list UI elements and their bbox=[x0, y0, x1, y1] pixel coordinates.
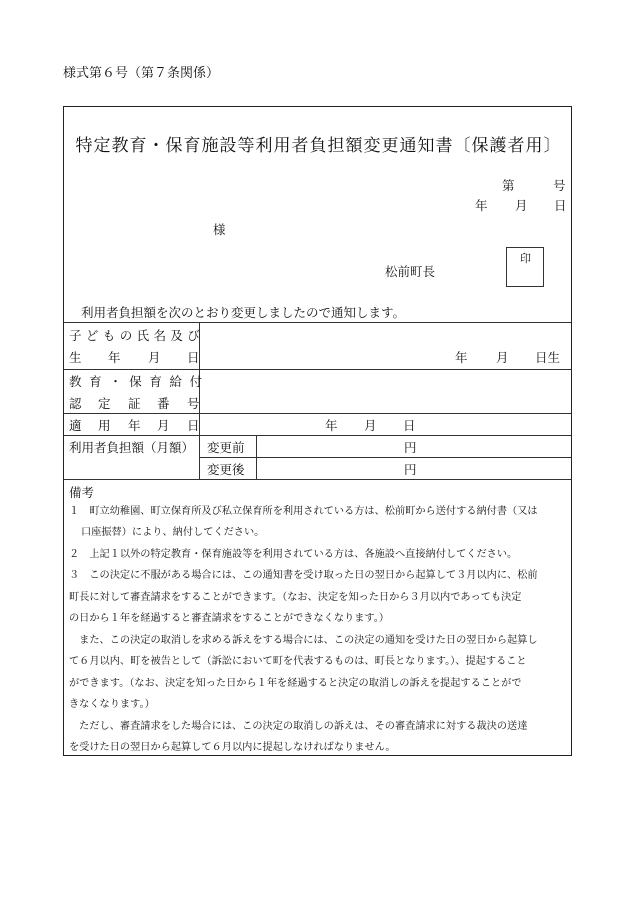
remark-line-7: また、この決定の取消しを求める訴えをする場合には、この決定の通知を受けた日の翌日から起算し bbox=[69, 635, 538, 646]
issuer-mayor: 松前町長 bbox=[385, 264, 436, 279]
certificate-label-nin: 認 bbox=[69, 396, 82, 411]
remark-line-4: ３ この決定に不服がある場合には、この通知書を受け取った日の翌日から起算して３月以内に、松前 bbox=[69, 570, 538, 581]
document-title: 特定教育・保育施設等利用者負担額変更通知書〔保護者用〕 bbox=[75, 136, 562, 156]
number-dai: 第 bbox=[502, 178, 515, 193]
date-day-label: 日 bbox=[554, 198, 567, 213]
apply-label-teki: 適 bbox=[69, 418, 82, 433]
apply-label-yo: 用 bbox=[98, 418, 111, 433]
remark-line-12: を受けた日の翌日から起算して６月以内に提起しなければなりません。 bbox=[69, 742, 396, 753]
apply-label-gatsu: 月 bbox=[157, 418, 170, 433]
certificate-label-ban: 番 bbox=[157, 396, 170, 411]
certificate-label-go: 号 bbox=[187, 396, 200, 411]
birth-year: 年 bbox=[455, 350, 468, 365]
birthdate-label-nen: 年 bbox=[108, 350, 121, 365]
intro-text: 利用者負担額を次のとおり変更しましたので通知します。 bbox=[81, 305, 406, 320]
certificate-label-tei: 定 bbox=[98, 396, 111, 411]
remark-line-10: きなくなります。） bbox=[69, 699, 155, 710]
remark-line-8: て６月以内、町を被告として（訴訟において町を代表するものは、町長となります。）、提起すること bbox=[69, 656, 527, 667]
after-change-label: 変更後 bbox=[207, 462, 245, 477]
seal-box bbox=[506, 247, 544, 287]
seal-mark: 印 bbox=[520, 252, 531, 265]
birth-day: 日生 bbox=[535, 350, 561, 365]
birthdate-label-sei: 生 bbox=[69, 350, 82, 365]
remark-line-9: ができます。（なお、決定を知った日から１年を経過すると決定の取消しの訴えを提起することがで bbox=[69, 678, 522, 689]
before-change-label: 変更前 bbox=[207, 440, 245, 455]
date-month-label: 月 bbox=[515, 198, 528, 213]
certificate-label-top: 教育・保育給付 bbox=[69, 374, 210, 389]
certificate-label-sho: 証 bbox=[128, 396, 141, 411]
notice-form bbox=[63, 106, 572, 756]
child-name-label: 子どもの氏名及び bbox=[69, 328, 205, 343]
burden-amount-label: 利用者負担額（月額） bbox=[69, 440, 195, 455]
apply-year: 年 bbox=[325, 418, 338, 433]
date-year-label: 年 bbox=[475, 198, 488, 213]
apply-label-nichi: 日 bbox=[187, 418, 200, 433]
remark-line-2: 口座振替）により、納付してください。 bbox=[81, 527, 265, 538]
remarks-heading: 備考 bbox=[69, 485, 95, 500]
before-yen: 円 bbox=[404, 440, 417, 455]
remark-line-5: 町長に対して審査請求をすることができます。（なお、決定を知った日から３月以内であっても決定 bbox=[69, 592, 522, 603]
after-yen: 円 bbox=[404, 462, 417, 477]
birthdate-label-nichi: 日 bbox=[187, 350, 200, 365]
birthdate-label-gatsu: 月 bbox=[148, 350, 161, 365]
birth-month: 月 bbox=[496, 350, 509, 365]
addressee-sama: 様 bbox=[213, 222, 226, 237]
remark-line-1: １ 町立幼稚園、町立保育所及び私立保育所を利用されている方は、松前町から送付する納付書（又は bbox=[69, 506, 538, 517]
remark-line-3: ２ 上記１以外の特定教育・保育施設等を利用されている方は、各施設へ直接納付してください。 bbox=[69, 549, 518, 560]
number-go: 号 bbox=[553, 178, 566, 193]
remark-line-11: ただし、審査請求をした場合には、この決定の取消しの訴えは、その審査請求に対する裁決の送達 bbox=[69, 721, 528, 732]
apply-month: 月 bbox=[364, 418, 377, 433]
apply-day: 日 bbox=[403, 418, 416, 433]
form-reference: 様式第６号（第７条関係） bbox=[63, 66, 220, 81]
apply-label-nen: 年 bbox=[128, 418, 141, 433]
remark-line-6: の日から１年を経過すると審査請求をすることができなくなります。） bbox=[69, 613, 390, 624]
